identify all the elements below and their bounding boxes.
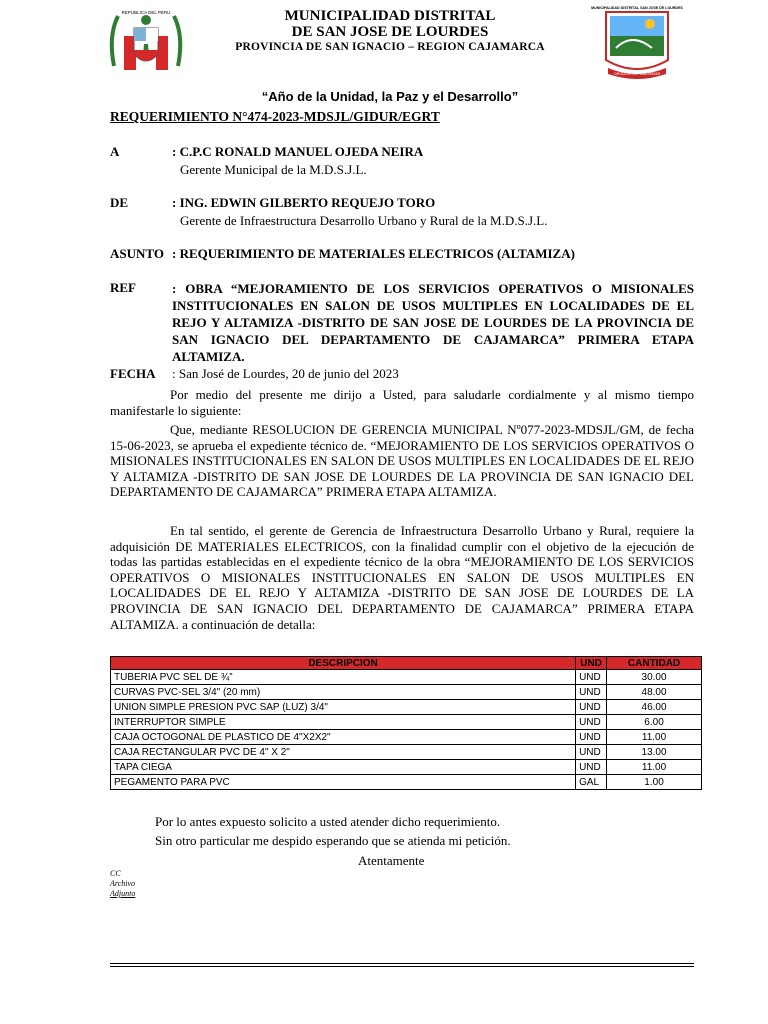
header-description: DESCRIPCION bbox=[111, 657, 576, 670]
body-paragraph-2: Que, mediante RESOLUCION DE GERENCIA MUNICIPAL Nº077-2023-MDSJL/GM, de fecha 15-06-2023, se aprueba el expediente técnico de. “MEJORAMIENTO DE LOS SERVICIOS OPERATIVOS O MISIONALES INSTITUCIONALES EN SALON DE USOS MULTIPLES EN LOCALIDADES DE EL REJO Y ALTAMIZA -DISTRITO DE SAN JOSE DE LOURDES DE LA PROVINCIA DE SAN IGNACIO DEL DEPARTAMENTO DE CAJAMARCA” PRIMERA ETAPA ALTAMIZA. bbox=[110, 422, 694, 500]
header-district: DE SAN JOSE DE LOURDES bbox=[291, 24, 489, 40]
footer-adjunto: Adjunto bbox=[110, 889, 136, 898]
cell-quantity: 1.00 bbox=[607, 775, 702, 790]
table-row bbox=[111, 775, 702, 790]
cell-unit: UND bbox=[576, 730, 607, 745]
cell-quantity: 11.00 bbox=[607, 760, 702, 775]
table-row bbox=[111, 700, 702, 715]
table-row bbox=[111, 670, 702, 685]
header-unit: UND bbox=[576, 657, 607, 670]
table-header-row bbox=[111, 657, 702, 670]
footer-archivo: Archivo bbox=[110, 879, 136, 888]
subject-value: : REQUERIMIENTO DE MATERIALES ELECTRICOS (ALTAMIZA) bbox=[172, 246, 575, 261]
from-title: Gerente de Infraestructura Desarrollo Urbano y Rural de la M.D.S.J.L. bbox=[180, 213, 548, 228]
cell-quantity: 11.00 bbox=[607, 730, 702, 745]
cell-quantity: 13.00 bbox=[607, 745, 702, 760]
date-value: : San José de Lourdes, 20 de junio del 2023 bbox=[172, 366, 399, 381]
cell-quantity: 46.00 bbox=[607, 700, 702, 715]
to-title: Gerente Municipal de la M.D.S.J.L. bbox=[180, 162, 367, 177]
cell-quantity: 6.00 bbox=[607, 715, 702, 730]
logo-top-text: MUNICIPALIDAD DISTRITAL SAN JOSE DE LOURDES bbox=[591, 6, 683, 10]
cell-quantity: 30.00 bbox=[607, 670, 702, 685]
cell-description: INTERRUPTOR SIMPLE bbox=[111, 715, 576, 730]
from-label: DE bbox=[110, 195, 129, 210]
cell-description: CURVAS PVC-SEL 3/4" (20 mm) bbox=[111, 685, 576, 700]
materials-table bbox=[110, 656, 702, 790]
cell-description: UNION SIMPLE PRESION PVC SAP (LUZ) 3/4" bbox=[111, 700, 576, 715]
peru-coat-of-arms-logo bbox=[104, 6, 188, 84]
cell-description: TAPA CIEGA bbox=[111, 760, 576, 775]
closing-signoff: Atentamente bbox=[358, 853, 425, 868]
header-province: PROVINCIA DE SAN IGNACIO – REGION CAJAMARCA bbox=[235, 41, 545, 53]
cell-unit: UND bbox=[576, 715, 607, 730]
header-municipality: MUNICIPALIDAD DISTRITAL bbox=[284, 8, 496, 24]
table-row bbox=[111, 730, 702, 745]
cell-unit: UND bbox=[576, 670, 607, 685]
municipality-logo bbox=[591, 4, 683, 80]
cell-unit: UND bbox=[576, 745, 607, 760]
seal-text: REPUBLICA DEL PERU bbox=[121, 10, 171, 15]
body-paragraph-3: En tal sentido, el gerente de Gerencia de Infraestructura Desarrollo Urbano y Rural, requiere la adquisición DE MATERIALES ELECTRICOS, con la finalidad cumplir con el objetivo de la ejecución de todas las partidas establecidas en el expediente técnico de la obra “MEJORAMIENTO DE LOS SERVICIOS OPERATIVOS O MISIONALES INSTITUCIONALES EN SALON DE USOS MULTIPLES EN LOCALIDADES DE EL REJO Y ALTAMIZA -DISTRITO DE SAN JOSE DE LOURDES DE LA PROVINCIA DE SAN IGNACIO DEL DEPARTAMENTO DE CAJAMARCA” PRIMERA ETAPA ALTAMIZA. a continuación de detalla: bbox=[110, 523, 694, 632]
footer-divider bbox=[110, 963, 694, 964]
table-row bbox=[111, 745, 702, 760]
cell-description: CAJA OCTOGONAL DE PLASTICO DE 4"X2X2" bbox=[111, 730, 576, 745]
cell-description: PEGAMENTO PARA PVC bbox=[111, 775, 576, 790]
cell-unit: UND bbox=[576, 700, 607, 715]
closing-line-2: Sin otro particular me despido esperando que se atienda mi petición. bbox=[155, 833, 511, 848]
cell-description: TUBERIA PVC SEL DE ¾” bbox=[111, 670, 576, 685]
cell-unit: UND bbox=[576, 760, 607, 775]
requirement-number: REQUERIMIENTO N°474-2023-MDSJL/GIDUR/EGRT bbox=[110, 109, 440, 124]
table-row bbox=[111, 685, 702, 700]
to-label: A bbox=[110, 144, 120, 159]
cell-unit: GAL bbox=[576, 775, 607, 790]
footer-divider bbox=[110, 966, 694, 967]
to-name: : C.P.C RONALD MANUEL OJEDA NEIRA bbox=[172, 144, 424, 159]
cell-description: CAJA RECTANGULAR PVC DE 4" X 2" bbox=[111, 745, 576, 760]
closing-line-1: Por lo antes expuesto solicito a usted atender dicho requerimiento. bbox=[155, 814, 501, 829]
header-quantity: CANTIDAD bbox=[607, 657, 702, 670]
ref-label: REF bbox=[110, 280, 136, 295]
year-motto: “Año de la Unidad, la Paz y el Desarrollo” bbox=[261, 89, 519, 104]
table-row bbox=[111, 760, 702, 775]
logo-bottom-text: ORGULLO DE HUACHAYAS bbox=[613, 72, 661, 76]
cell-unit: UND bbox=[576, 685, 607, 700]
body-paragraph-1: Por medio del presente me dirijo a Usted, para saludarle cordialmente y al mismo tiempo manifestarle lo siguiente: bbox=[110, 387, 694, 418]
from-name: : ING. EDWIN GILBERTO REQUEJO TORO bbox=[172, 195, 436, 210]
subject-label: ASUNTO bbox=[110, 246, 164, 261]
ref-value: : OBRA “MEJORAMIENTO DE LOS SERVICIOS OPERATIVOS O MISIONALES INSTITUCIONALES EN SALON DE USOS MULTIPLES EN LOCALIDADES DE EL REJO Y ALTAMIZA -DISTRITO DE SAN JOSE DE LOURDES DE LA PROVINCIA DE SAN IGNACIO DEL DEPARTAMENTO DE CAJAMARCA” PRIMERA ETAPA ALTAMIZA. bbox=[172, 281, 694, 364]
footer-cc: CC bbox=[110, 869, 121, 878]
date-label: FECHA bbox=[110, 366, 156, 381]
table-row bbox=[111, 715, 702, 730]
cell-quantity: 48.00 bbox=[607, 685, 702, 700]
